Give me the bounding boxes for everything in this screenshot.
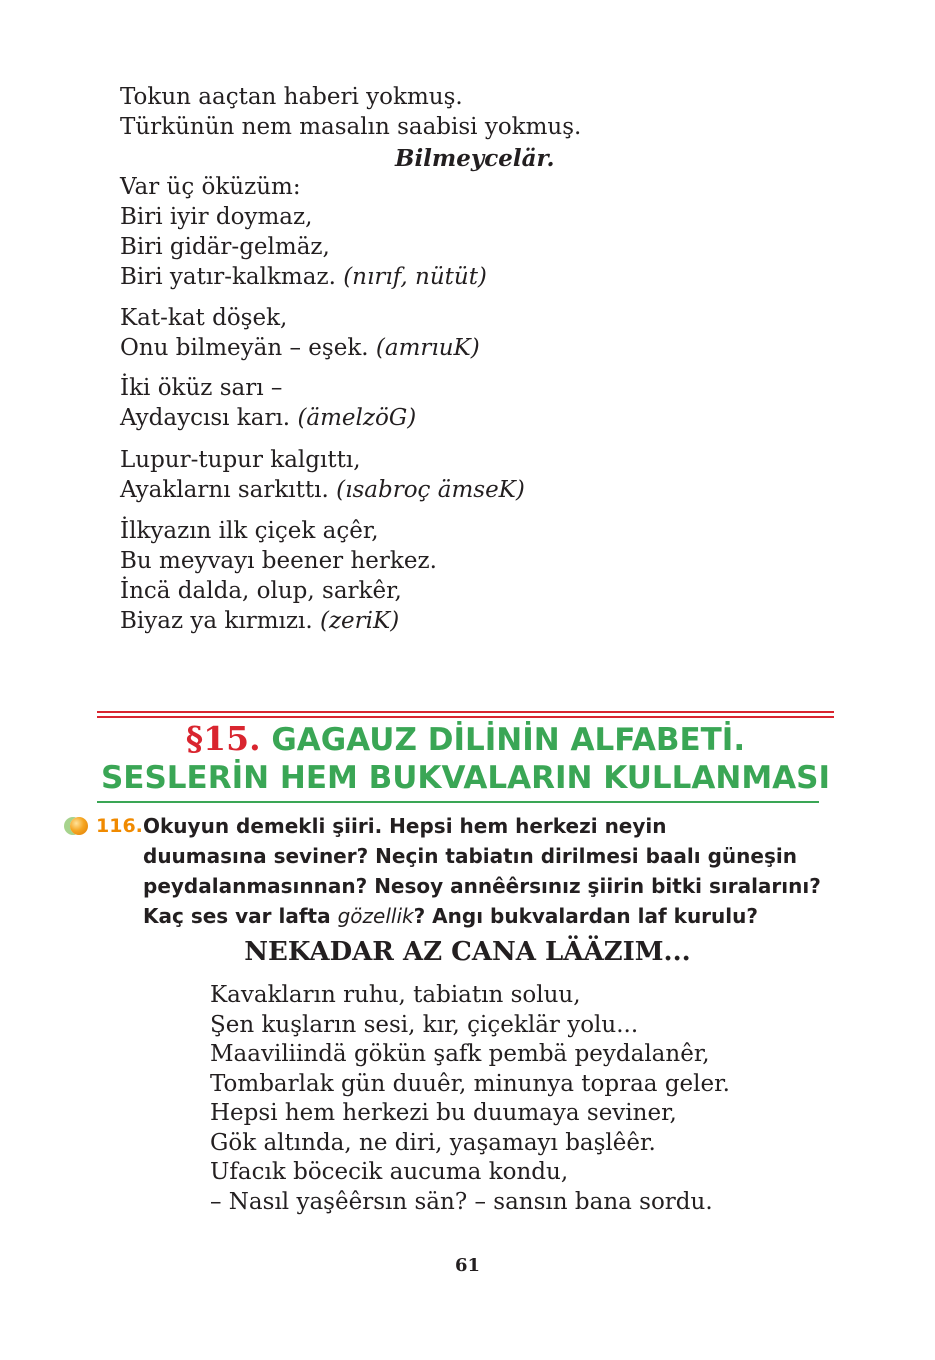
riddle-line: Ayaklarnı sarkıttı. xyxy=(120,477,329,503)
riddles-heading: Bilmeycelär. xyxy=(395,145,555,172)
verse-line: Tokun aaçtan haberi yokmuş. xyxy=(120,84,463,110)
riddle xyxy=(120,373,416,433)
riddle-answer: (amrıuK) xyxy=(375,335,480,361)
task-line: peydalanmasınnan? Nesoy annêêrsınız şiirin bitki sıralarını? xyxy=(143,874,821,898)
poem-line: Hepsi hem herkezi bu duumaya seviner, xyxy=(210,1100,677,1126)
section-title-line2: SESLERİN HEM BUKVALARIN KULLANMASI xyxy=(100,760,831,796)
section-title-line1 xyxy=(97,719,834,760)
riddle-line: Lupur-tupur kalgıttı, xyxy=(120,447,361,473)
task-number: 116. xyxy=(96,815,143,837)
task-text xyxy=(143,811,821,931)
poem-line: Kavakların ruhu, tabiatın soluu, xyxy=(210,982,581,1008)
riddle-line: Biri yatır-kalkmaz. xyxy=(120,264,336,290)
riddle-line: İlkyazın ilk çiçek açêr, xyxy=(120,518,379,544)
riddle-line: Bu meyvayı beener herkez. xyxy=(120,548,437,574)
riddle-line: Biri iyir doymaz, xyxy=(120,204,313,230)
section-rule-top xyxy=(97,711,834,713)
riddle-line: Var üç öküzüm: xyxy=(120,174,301,200)
riddle xyxy=(120,445,525,505)
task-line-part: Kaç ses var lafta xyxy=(143,904,338,928)
riddle-line: Aydaycısı karı. xyxy=(120,405,291,431)
section-title-text: GAGAUZ DİLİNİN ALFABETİ. xyxy=(271,722,746,758)
riddle-line: Kat-kat döşek, xyxy=(120,305,288,331)
poem-title: NEKADAR AZ CANA LÄÄZIM... xyxy=(244,937,691,967)
task-line xyxy=(143,901,821,931)
riddle xyxy=(120,516,437,636)
poem-body xyxy=(210,981,730,1217)
riddle xyxy=(120,303,480,363)
riddle-answer: (nırıf, nütüt) xyxy=(343,264,487,290)
riddle-line: Onu bilmeyän – eşek. xyxy=(120,335,369,361)
task-line: Okuyun demekli şiiri. Hepsi hem herkezi neyin xyxy=(143,814,667,838)
top-verse xyxy=(120,82,581,142)
riddle-answer: (zeriK) xyxy=(319,608,400,634)
riddle-line: Biyaz ya kırmızı. xyxy=(120,608,313,634)
riddle-line: Biri gidär-gelmäz, xyxy=(120,234,330,260)
poem-line: Gök altında, ne diri, yaşamayı başlêêr. xyxy=(210,1129,656,1156)
poem-line: Ufacık böcecik aucuma kondu, xyxy=(210,1159,569,1185)
poem-line: Maaviliindä gökün şafk pembä peydalanêr, xyxy=(210,1041,710,1067)
riddle-answer: (ısabroç ämseK) xyxy=(336,477,525,503)
page-number: 61 xyxy=(454,1255,481,1276)
task-line-part: ? Angı bukvalardan laf kurulu? xyxy=(413,904,758,928)
task-bullet-icon xyxy=(70,817,88,835)
riddle-line: İncä dalda, olup, sarkêr, xyxy=(120,578,402,604)
verse-line: Türkünün nem masalın saabisi yokmuş. xyxy=(120,114,582,140)
riddle xyxy=(120,172,487,292)
riddle-answer: (ämelzöG) xyxy=(297,405,417,431)
poem-line: – Nasıl yaşêêrsın sän? – sansın bana sordu. xyxy=(210,1188,713,1215)
poem-line: Tombarlak gün duuêr, minunya topraa geler. xyxy=(210,1070,730,1097)
task-keyword: gözellik xyxy=(337,904,414,928)
section-rule-top-second xyxy=(97,716,834,718)
task-line: duumasına seviner? Neçin tabiatın dirilmesi baalı güneşin xyxy=(143,844,797,868)
poem-line: Şen kuşların sesi, kır, çiçeklär yolu... xyxy=(210,1011,639,1038)
section-number: §15. xyxy=(185,719,261,758)
section-rule-bottom xyxy=(97,801,819,803)
riddle-line: İki öküz sarı – xyxy=(120,375,283,401)
